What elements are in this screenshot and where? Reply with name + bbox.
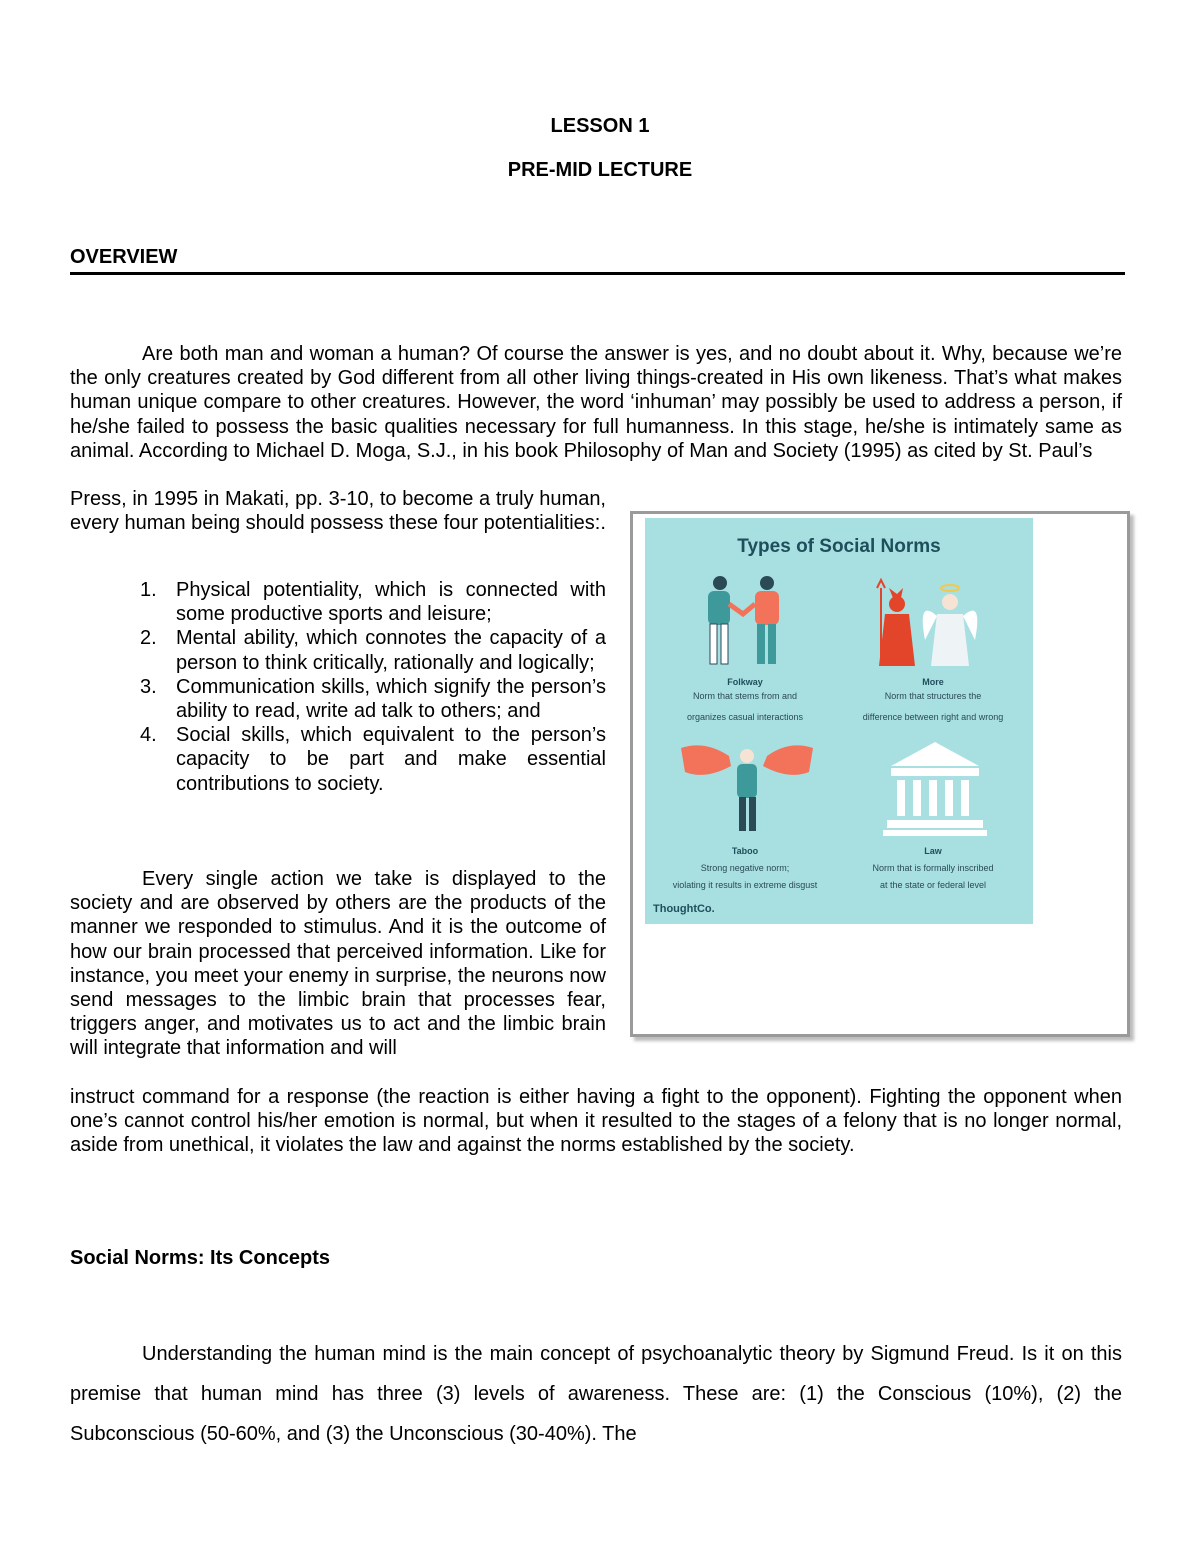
list-text: Mental ability, which connotes the capacity of a person to think critically, rationally and logically; — [176, 627, 606, 674]
action-paragraph-continued: instruct command for a response (the reaction is either having a fight to the opponent). Fighting the opponent when one’s cannot control his/her emotion is normal, but when it resulted to the stages of a felony that is no longer normal, aside from unethical, it violates the law and against the norms established by the society. — [70, 1086, 1122, 1157]
list-item — [70, 578, 606, 626]
list-number: 3. — [140, 675, 157, 698]
list-item — [70, 675, 606, 723]
overview-heading: OVERVIEW — [70, 246, 178, 268]
panel-label-more: More — [922, 677, 944, 687]
overview-paragraph-continued: Press, in 1995 in Makati, pp. 3-10, to become a truly human, every human being should possess these four potentialities:. — [70, 488, 606, 535]
list-number: 4. — [140, 724, 157, 747]
panel-desc-more: difference between right and wrong — [862, 712, 1004, 722]
potentialities-list — [70, 578, 606, 796]
section-divider — [70, 272, 1125, 275]
panel-label-law: Law — [924, 846, 942, 856]
list-item — [70, 626, 606, 674]
infographic-title: Types of Social Norms — [737, 536, 941, 557]
list-text: Social skills, which equivalent to the person’s capacity to be part and make essential contributions to society. — [176, 724, 606, 795]
panel-desc-law: Norm that is formally inscribed — [872, 863, 994, 873]
panel-desc-taboo: violating it results in extreme disgust — [672, 880, 818, 890]
social-norms-infographic — [645, 518, 1033, 924]
social-norms-heading: Social Norms: Its Concepts — [70, 1247, 331, 1269]
panel-desc-law: at the state or federal level — [879, 880, 987, 890]
panel-desc-folkway: Norm that stems from and — [692, 691, 798, 701]
list-item — [70, 723, 606, 796]
freud-paragraph: Understanding the human mind is the main concept of psychoanalytic theory by Sigmund Freud. Is it on this premise that human mind has three (3) levels of awareness. These are: (1) the Conscious (10%), (2) the Subconscious (50-60%, and (3) the Unconscious (30-40%). The — [70, 1343, 1122, 1446]
list-text: Communication skills, which signify the person’s ability to read, write ad talk to others; and — [176, 675, 606, 723]
panel-label-taboo: Taboo — [731, 846, 759, 856]
action-paragraph: Every single action we take is displayed to the society and are observed by others are the products of the manner we responded to stimulus. And it is the outcome of how our brain processed that perceived information. Like for instance, you meet your enemy in surprise, the neurons now send messages to the limbic brain that processes fear, triggers anger, and motivates us to act and the limbic brain will integrate that information and will — [70, 868, 606, 1060]
list-number: 1. — [140, 579, 157, 601]
panel-desc-folkway: organizes casual interactions — [686, 712, 804, 722]
overview-paragraph: Are both man and woman a human? Of course the answer is yes, and no doubt about it. Why, because we’re the only creatures created by God different from all other living things-created in His own likeness. That’s what makes human unique compare to other creatures. However, the word ‘inhuman’ may possibly be used to address a person, if he/she failed to possess the basic qualities necessary for full humanness. In this stage, he/she is intimately same as animal. According to Michael D. Moga, S.J., in his book Philosophy of Man and Society (1995) as cited by St. Paul’s — [70, 343, 1122, 462]
thoughtco-logo: ThoughtCo. — [653, 903, 715, 915]
panel-label-folkway: Folkway — [727, 677, 763, 687]
list-text: Physical potentiality, which is connected with some productive sports and leisure; — [176, 579, 606, 626]
panel-desc-taboo: Strong negative norm; — [700, 863, 790, 873]
list-number: 2. — [140, 627, 157, 650]
panel-desc-more: Norm that structures the — [884, 691, 982, 701]
lecture-title: PRE-MID LECTURE — [507, 159, 693, 181]
lesson-title: LESSON 1 — [550, 115, 650, 137]
